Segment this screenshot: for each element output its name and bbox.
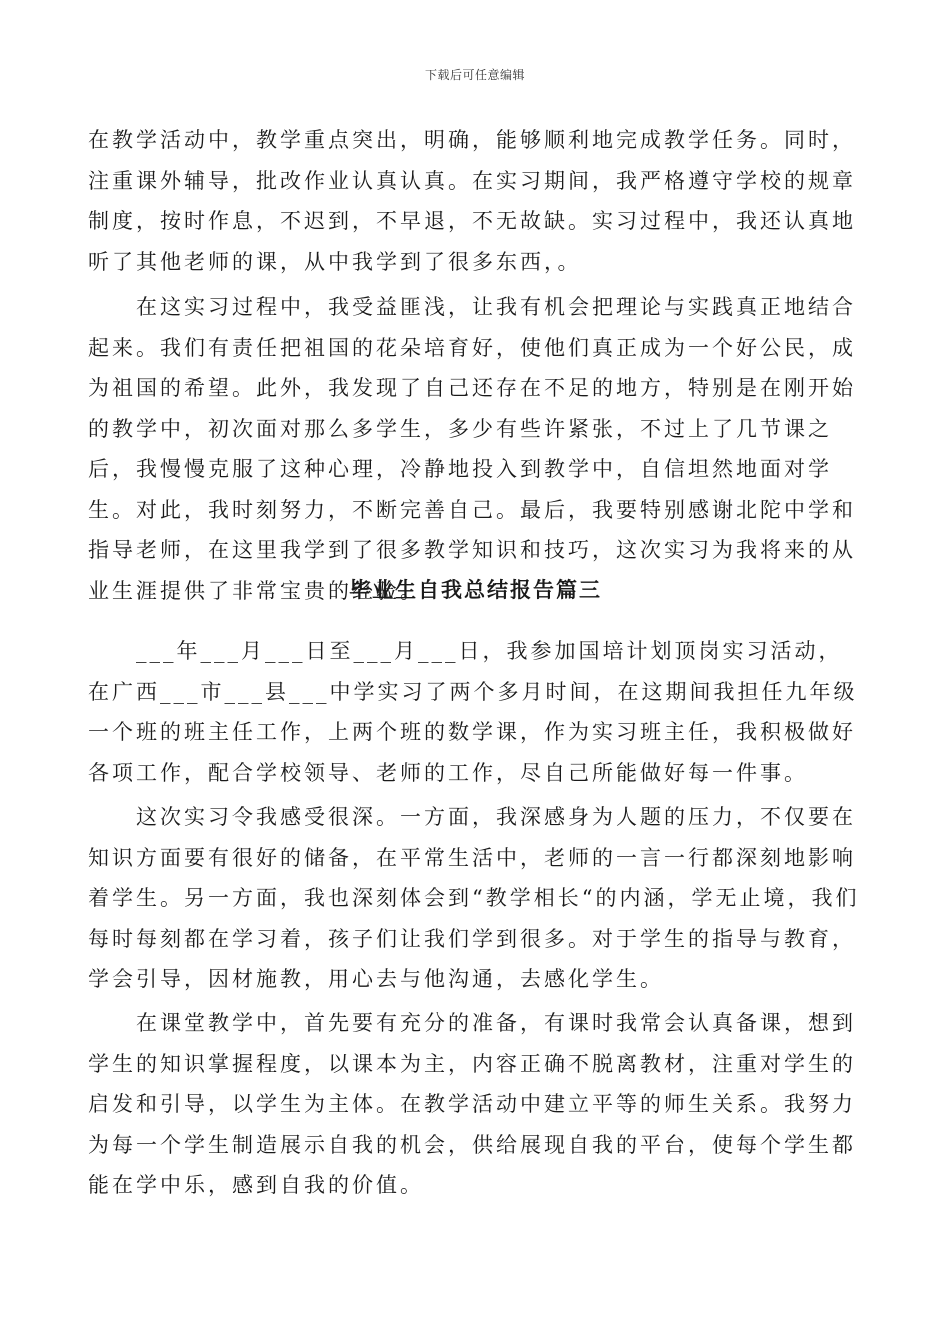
paragraph-2: [88, 287, 863, 611]
paragraph-4-text: 这次实习令我感受很深。一方面，我深感身为人题的压力，不仅要在知识方面要有很好的储备，在平常生活中，老师的一言一行都深刻地影响着学生。另一方面，我也深刻体会到“教学相长“的内涵，学无止境，我们每时每刻都在学习着，孩子们让我们学到很多。对于学生的指导与教育，学会引导，因材施教，用心去与他沟通，去感化学生。: [88, 805, 860, 991]
paragraph-4: [88, 797, 863, 1000]
paragraph-3: [88, 631, 863, 793]
section-heading: [88, 570, 863, 610]
section-heading-text: 毕业生自我总结报告篇三: [349, 577, 602, 602]
paragraph-1: [88, 120, 863, 282]
paragraph-5-text: 在课堂教学中，首先要有充分的准备，有课时我常会认真备课，想到学生的知识掌握程度，以课本为主，内容正确不脱离教材，注重对学生的启发和引导，以学生为主体。在教学活动中建立平等的师生关系。我努力为每一个学生制造展示自我的机会，供给展现自我的平台，使每个学生都能在学中乐，感到自我的价值。: [88, 1011, 856, 1197]
page-header: 下载后可任意编辑: [424, 68, 525, 82]
paragraph-3-text: ___年___月___日至___月___日，我参加国培计划顶岗实习活动，在广西___市___县___中学实习了两个多月时间，在这期间我担任九年级一个班的班主任工作，上两个班的数学课，作为实习班主任，我积极做好各项工作，配合学校领导、老师的工作，尽自己所能做好每一件事。: [88, 639, 858, 785]
paragraph-5: [88, 1003, 863, 1206]
paragraph-1-text: 在教学活动中，教学重点突出，明确，能够顺利地完成教学任务。同时，注重课外辅导，批改作业认真认真。在实习期间，我严格遵守学校的规章制度，按时作息，不迟到，不早退，不无故缺。实习过程中，我还认真地听了其他老师的课，从中我学到了很多东西，。: [88, 128, 856, 274]
paragraph-2-text: 在这实习过程中，我受益匪浅，让我有机会把理论与实践真正地结合起来。我们有责任把祖国的花朵培育好，使他们真正成为一个好公民，成为祖国的希望。此外，我发现了自己还存在不足的地方，特别是在刚开始的教学中，初次面对那么多学生，多少有些许紧张，不过上了几节课之后，我慢慢克服了这种心理，冷静地投入到教学中，自信坦然地面对学生。对此，我时刻努力，不断完善自己。最后，我要特别感谢北陀中学和指导老师，在这里我学到了很多教学知识和技巧，这次实习为我将来的从业生涯提供了非常宝贵的经验。: [88, 295, 856, 603]
